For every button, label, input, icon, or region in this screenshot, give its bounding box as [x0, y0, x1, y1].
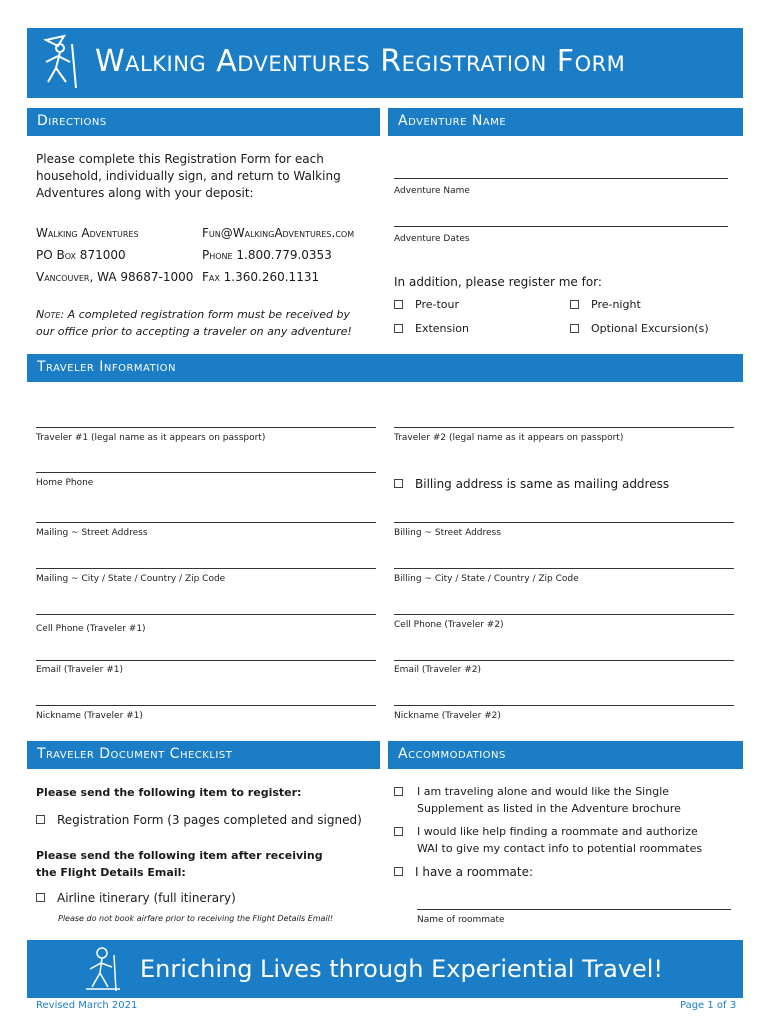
traveler2-cell-label: Cell Phone (Traveler #2)	[394, 620, 504, 630]
pre-tour-checkbox[interactable]	[394, 298, 459, 311]
checklist-heading: Traveler Document Checklist	[27, 741, 380, 769]
pre-tour-label: Pre-tour	[415, 298, 459, 311]
extension-checkbox[interactable]	[394, 322, 469, 335]
directions-note	[36, 306, 356, 340]
contact-fax: Fax 1.360.260.1131	[202, 270, 320, 284]
checkbox-icon	[394, 867, 403, 876]
traveler1-nickname-label: Nickname (Traveler #1)	[36, 711, 143, 721]
contact-details	[202, 222, 354, 288]
traveler1-cell-field[interactable]	[36, 614, 376, 615]
registration-form-label: Registration Form (3 pages completed and signed)	[57, 813, 362, 827]
traveler2-email-field[interactable]	[394, 660, 734, 661]
contact-address	[36, 222, 193, 288]
home-phone-field[interactable]	[36, 472, 376, 473]
note-prefix: Note	[36, 308, 61, 321]
directions-heading: Directions	[27, 108, 380, 136]
adventure-name-label: Adventure Name	[394, 186, 470, 196]
traveler1-name-label: Traveler #1 (legal name as it appears on passport)	[36, 433, 266, 443]
adventure-dates-label: Adventure Dates	[394, 234, 470, 244]
airline-itinerary-label: Airline itinerary (full itinerary)	[57, 891, 236, 905]
traveler1-name-field[interactable]	[36, 427, 376, 428]
contact-city: Vancouver, WA 98687-1000	[36, 270, 194, 284]
traveler1-cell-label: Cell Phone (Traveler #1)	[36, 624, 146, 634]
checkbox-icon	[394, 787, 403, 796]
page-number: Page 1 of 3	[680, 1000, 737, 1011]
mailing-street-label: Mailing ~ Street Address	[36, 528, 148, 538]
contact-company: Walking Adventures	[36, 226, 139, 240]
send-after-text: Please send the following item after receiving the Flight Details Email:	[36, 849, 323, 879]
have-roommate-checkbox[interactable]	[394, 865, 533, 879]
roommate-name-field[interactable]	[417, 909, 731, 910]
traveler1-nickname-field[interactable]	[36, 705, 376, 706]
checkbox-icon	[394, 324, 403, 333]
extension-label: Extension	[415, 322, 470, 335]
note-text: : A completed registration form must be received by our office prior to accepting a traveler on any adventure!	[36, 308, 352, 338]
contact-email[interactable]: Fun@WalkingAdventures.com	[202, 226, 355, 240]
checkbox-icon	[36, 893, 45, 902]
checkbox-icon	[394, 479, 403, 488]
traveler1-email-field[interactable]	[36, 660, 376, 661]
traveler2-nickname-field[interactable]	[394, 705, 734, 706]
traveler2-name-field[interactable]	[394, 427, 734, 428]
checkbox-icon	[394, 827, 403, 836]
billing-city-field[interactable]	[394, 568, 734, 569]
also-register-text: In addition, please register me for:	[394, 275, 602, 289]
traveler2-nickname-label: Nickname (Traveler #2)	[394, 711, 501, 721]
traveler1-email-label: Email (Traveler #1)	[36, 665, 123, 675]
airline-itinerary-checkbox[interactable]	[36, 891, 236, 905]
billing-same-checkbox[interactable]	[394, 477, 669, 491]
page-title: Walking Adventures Registration Form	[95, 44, 626, 79]
traveler2-name-label: Traveler #2 (legal name as it appears on passport)	[394, 433, 624, 443]
mailing-city-field[interactable]	[36, 568, 376, 569]
revised-date: Revised March 2021	[36, 1000, 138, 1011]
registration-form-checkbox[interactable]	[36, 813, 362, 827]
accommodations-heading: Accommodations	[388, 741, 743, 769]
have-roommate-label: I have a roommate:	[415, 865, 533, 879]
mailing-city-label: Mailing ~ City / State / Country / Zip Code	[36, 574, 226, 584]
adventure-heading: Adventure Name	[388, 108, 743, 136]
checkbox-icon	[394, 300, 403, 309]
send-register-text: Please send the following item to register:	[36, 786, 302, 799]
adventure-name-field[interactable]	[394, 178, 728, 179]
adventure-dates-field[interactable]	[394, 226, 728, 227]
single-supplement-checkbox[interactable]	[394, 785, 415, 798]
roommate-help-label: I would like help finding a roommate and authorize WAI to give my contact info to potential roommates	[417, 825, 703, 855]
pre-night-checkbox[interactable]	[570, 298, 641, 311]
single-supplement-label: I am traveling alone and would like the Single Supplement as listed in the Adventure brochure	[417, 785, 681, 815]
home-phone-label: Home Phone	[36, 478, 94, 488]
hiker-logo-icon	[82, 945, 124, 995]
traveler-info-heading: Traveler Information	[27, 354, 743, 382]
pre-night-label: Pre-night	[591, 298, 641, 311]
walker-logo-icon	[36, 32, 86, 94]
contact-po-box: PO Box 871000	[36, 248, 126, 262]
billing-city-label: Billing ~ City / State / Country / Zip Code	[394, 574, 579, 584]
contact-phone: Phone 1.800.779.0353	[202, 248, 332, 262]
billing-street-label: Billing ~ Street Address	[394, 528, 501, 538]
billing-street-field[interactable]	[394, 522, 734, 523]
mailing-street-field[interactable]	[36, 522, 376, 523]
airfare-note: Please do not book airfare prior to receiving the Flight Details Email!	[58, 914, 334, 923]
traveler2-email-label: Email (Traveler #2)	[394, 665, 481, 675]
checkbox-icon	[570, 300, 579, 309]
optional-excursion-checkbox[interactable]	[570, 322, 709, 335]
checkbox-icon	[570, 324, 579, 333]
optional-excursion-label: Optional Excursion(s)	[591, 322, 709, 335]
roommate-name-label: Name of roommate	[417, 915, 505, 925]
footer-tagline: Enriching Lives through Experiential Travel!	[140, 955, 664, 983]
checkbox-icon	[36, 815, 45, 824]
directions-intro: Please complete this Registration Form for each household, individually sign, and return to Walking Adventures along with your deposit:	[36, 152, 341, 200]
billing-same-label: Billing address is same as mailing address	[415, 477, 670, 491]
roommate-help-checkbox[interactable]	[394, 825, 415, 838]
traveler2-cell-field[interactable]	[394, 614, 734, 615]
